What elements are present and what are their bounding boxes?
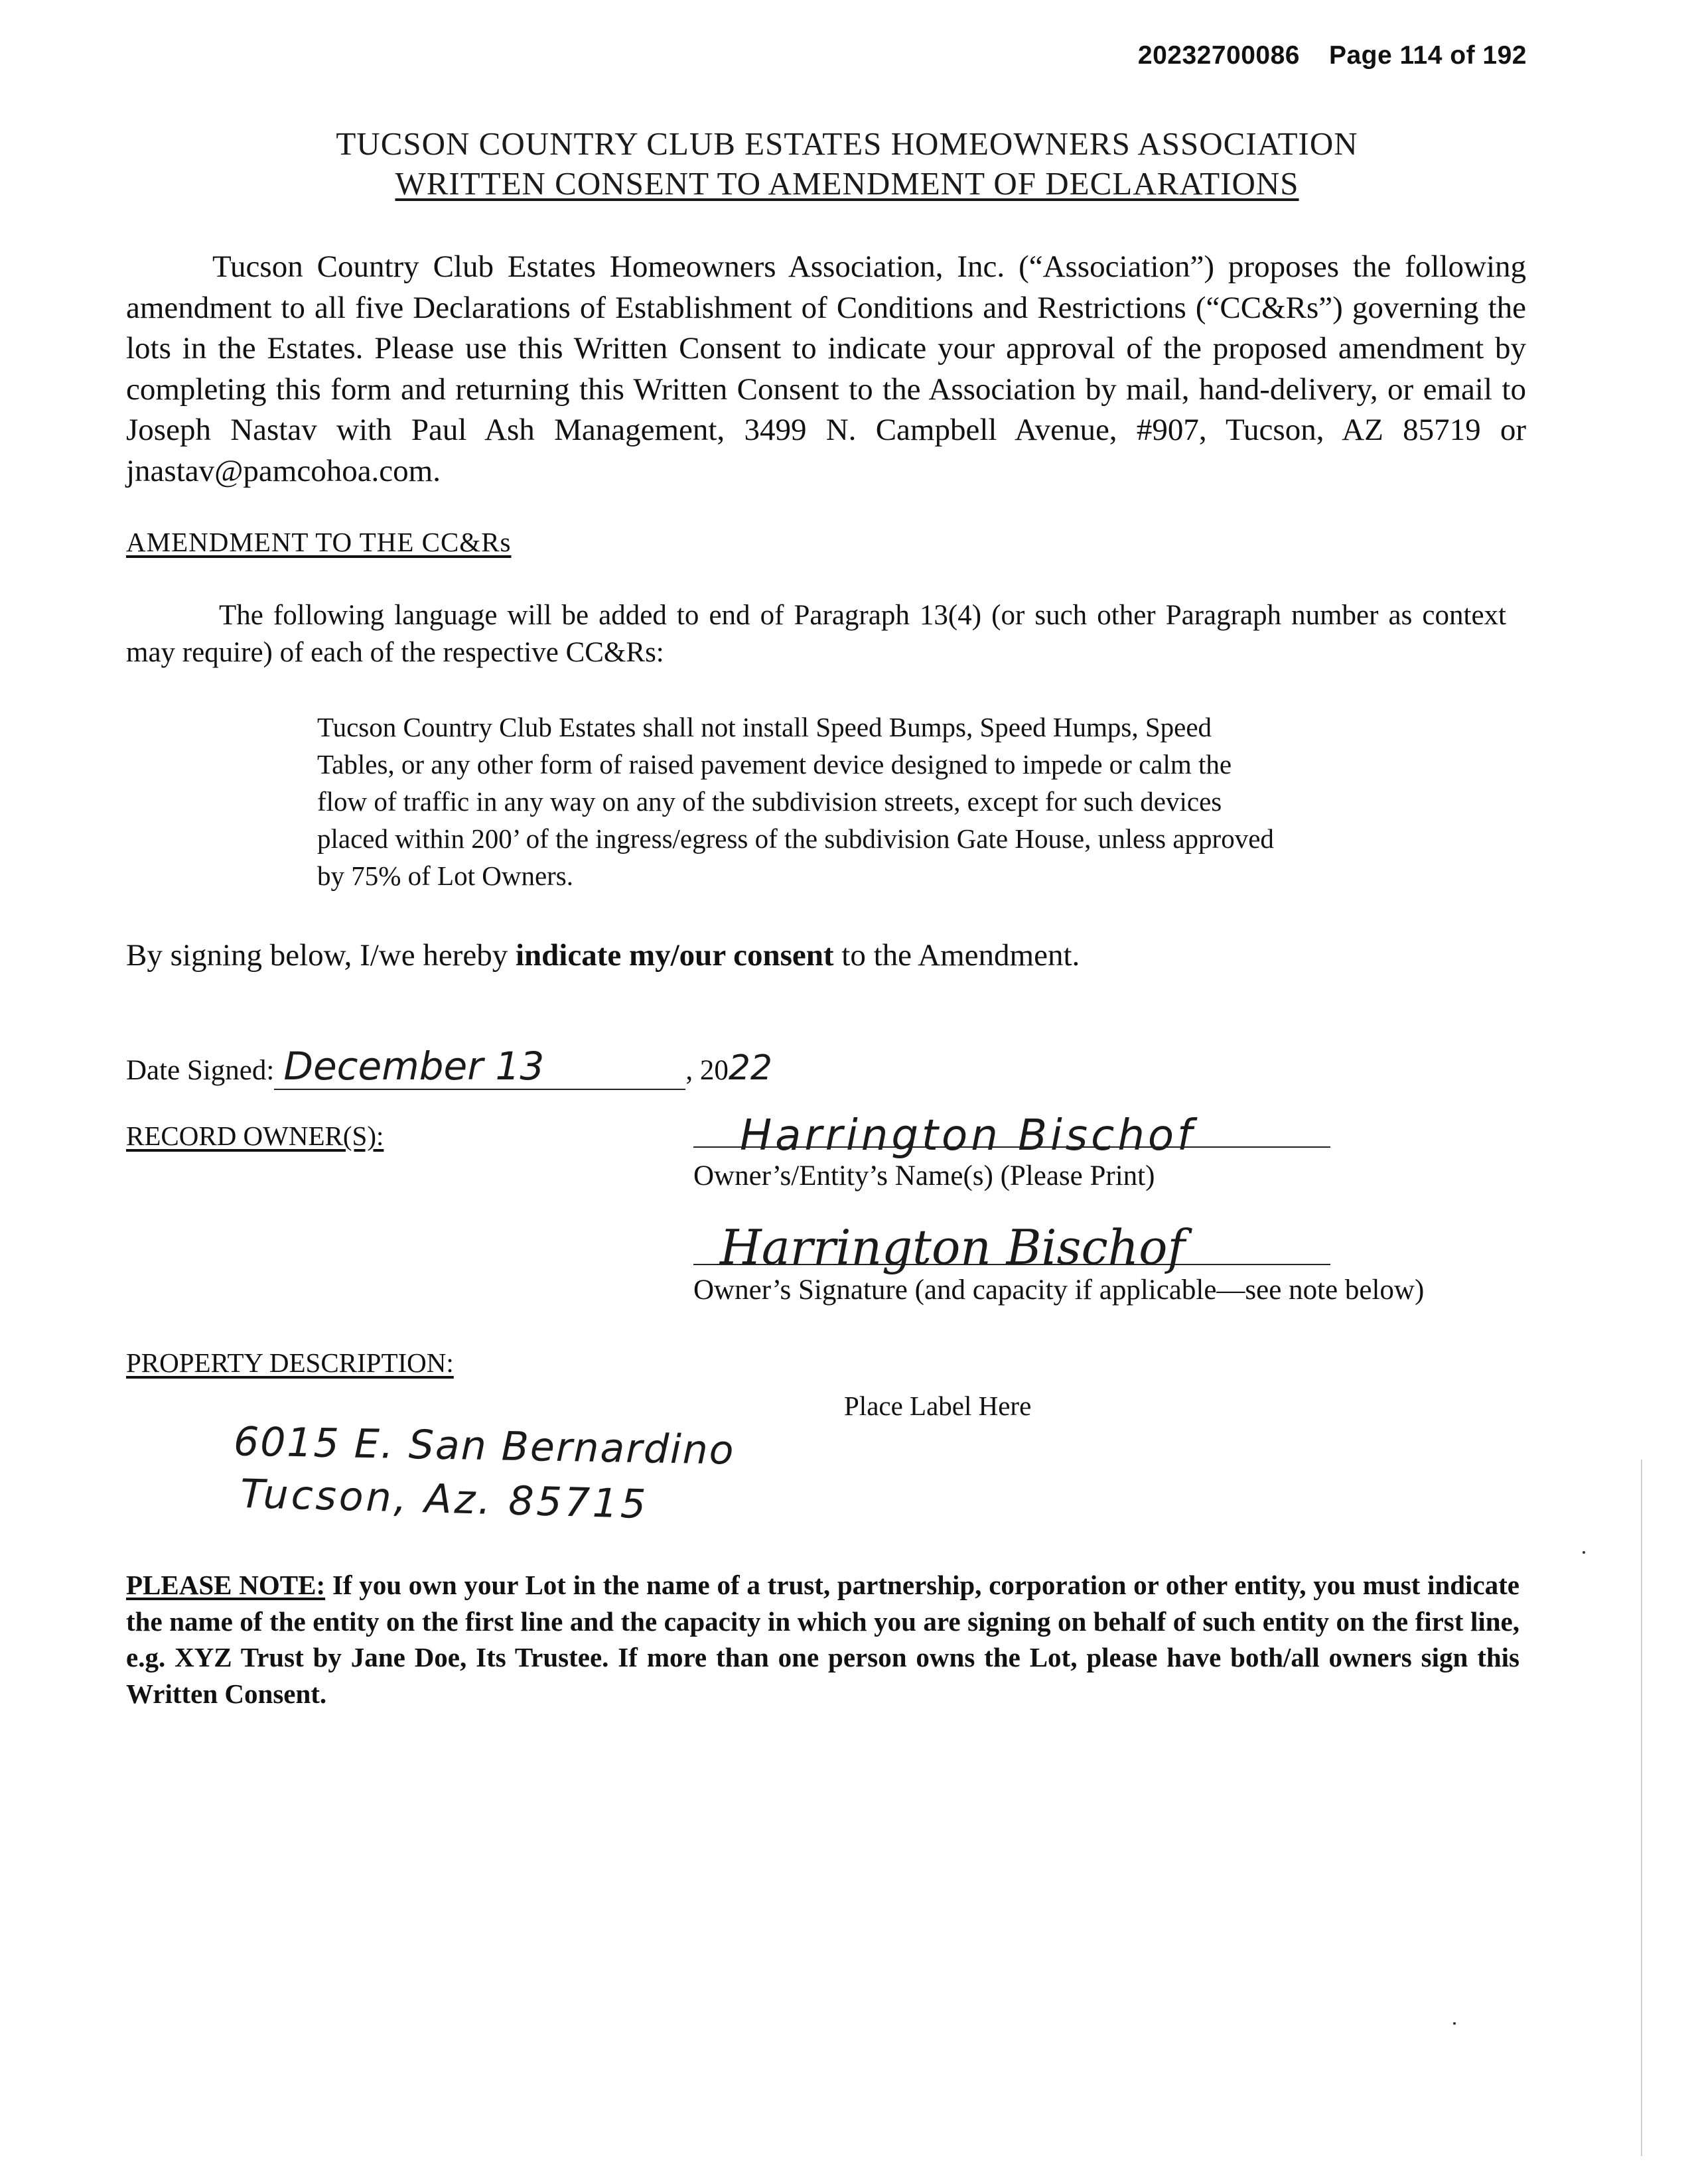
please-note	[126, 1567, 1519, 1712]
amendment-text: Tucson Country Club Estates shall not install Speed Bumps, Speed Humps, Speed Tables, or any other form of raised pavement device designed to impede or calm the flow of traffic in any way on any of the subdivision streets, except for such devices placed within 200’ of the ingress/egress of the subdivision Gate House, unless approved by 75% of Lot Owners.	[317, 712, 1274, 891]
owner-signature[interactable]: Harrington Bischof	[720, 1219, 1186, 1275]
consent-suffix: to the Amendment.	[833, 938, 1080, 973]
consent-prefix: By signing below, I/we hereby	[126, 938, 516, 973]
amendment-intro: The following language will be added to end of Paragraph 13(4) (or such other Paragraph number as context may require) of each of the respective CC&Rs:	[126, 600, 1506, 668]
scan-edge-line	[1641, 1460, 1642, 2156]
scan-speck	[1453, 2022, 1456, 2025]
intro-paragraph: Tucson Country Club Estates Homeowners Association, Inc. (“Association”) proposes the following amendment to all five Declarations of Establishment of Conditions and Restrictions (“CC&Rs”) governing the lots in the Estates. Please use this Written Consent to indicate your approval of the proposed amendment by completing this form and returning this Written Consent to the Association by mail, hand-delivery, or email to Joseph Nastav with Paul Ash Management, 3499 N. Campbell Avenue, #907, Tucson, AZ 85719 or jnastav@pamcohoa.com.	[126, 249, 1526, 488]
date-handwritten: December 13	[283, 1044, 545, 1089]
place-label-here: Place Label Here	[844, 1391, 1032, 1421]
property-description-label: PROPERTY DESCRIPTION:	[126, 1347, 454, 1378]
signature-line	[693, 1264, 1330, 1265]
date-label: Date Signed:	[126, 1055, 275, 1086]
record-number: 20232700086	[1137, 41, 1300, 70]
consent-statement	[126, 937, 1080, 973]
amendment-heading: AMENDMENT TO THE CC&Rs	[126, 527, 512, 557]
owner-name-handwritten[interactable]: Harrington Bischof	[740, 1111, 1196, 1160]
recording-header	[1138, 41, 1527, 70]
page-info: Page 114 of 192	[1328, 41, 1527, 70]
owner-signature-label: Owner’s Signature (and capacity if applicable—see note below)	[693, 1274, 1425, 1306]
year-prefix: , 20	[685, 1055, 729, 1086]
note-text: If you own your Lot in the name of a trust, partnership, corporation or other entity, you must indicate the name of the entity on the first line and the capacity in which you are signing on behalf of such entity on the first line, e.g. XYZ Trust by Jane Doe, Its Trustee. If more than one person owns the Lot, please have both/all owners sign this Written Consent.	[126, 1570, 1520, 1709]
address-line-1[interactable]: 6015 E. San Bernardino	[233, 1418, 736, 1474]
consent-bold: indicate my/our consent	[515, 938, 834, 973]
document-title: TUCSON COUNTRY CLUB ESTATES HOMEOWNERS ASSOCIATION	[336, 125, 1358, 162]
date-signed-row	[126, 1044, 772, 1090]
scan-speck	[1583, 1551, 1585, 1554]
address-line-2[interactable]: Tucson, Az. 85715	[240, 1470, 650, 1529]
date-field[interactable]	[274, 1044, 685, 1090]
owner-name-label: Owner’s/Entity’s Name(s) (Please Print)	[693, 1160, 1155, 1192]
document-subtitle-text: WRITTEN CONSENT TO AMENDMENT OF DECLARATIONS	[395, 165, 1299, 202]
year-handwritten[interactable]: 22	[728, 1048, 772, 1088]
record-owners-label: RECORD OWNER(S):	[126, 1121, 384, 1151]
note-label: PLEASE NOTE:	[126, 1570, 326, 1600]
document-subtitle	[0, 165, 1694, 202]
owner-name-line	[693, 1146, 1330, 1148]
